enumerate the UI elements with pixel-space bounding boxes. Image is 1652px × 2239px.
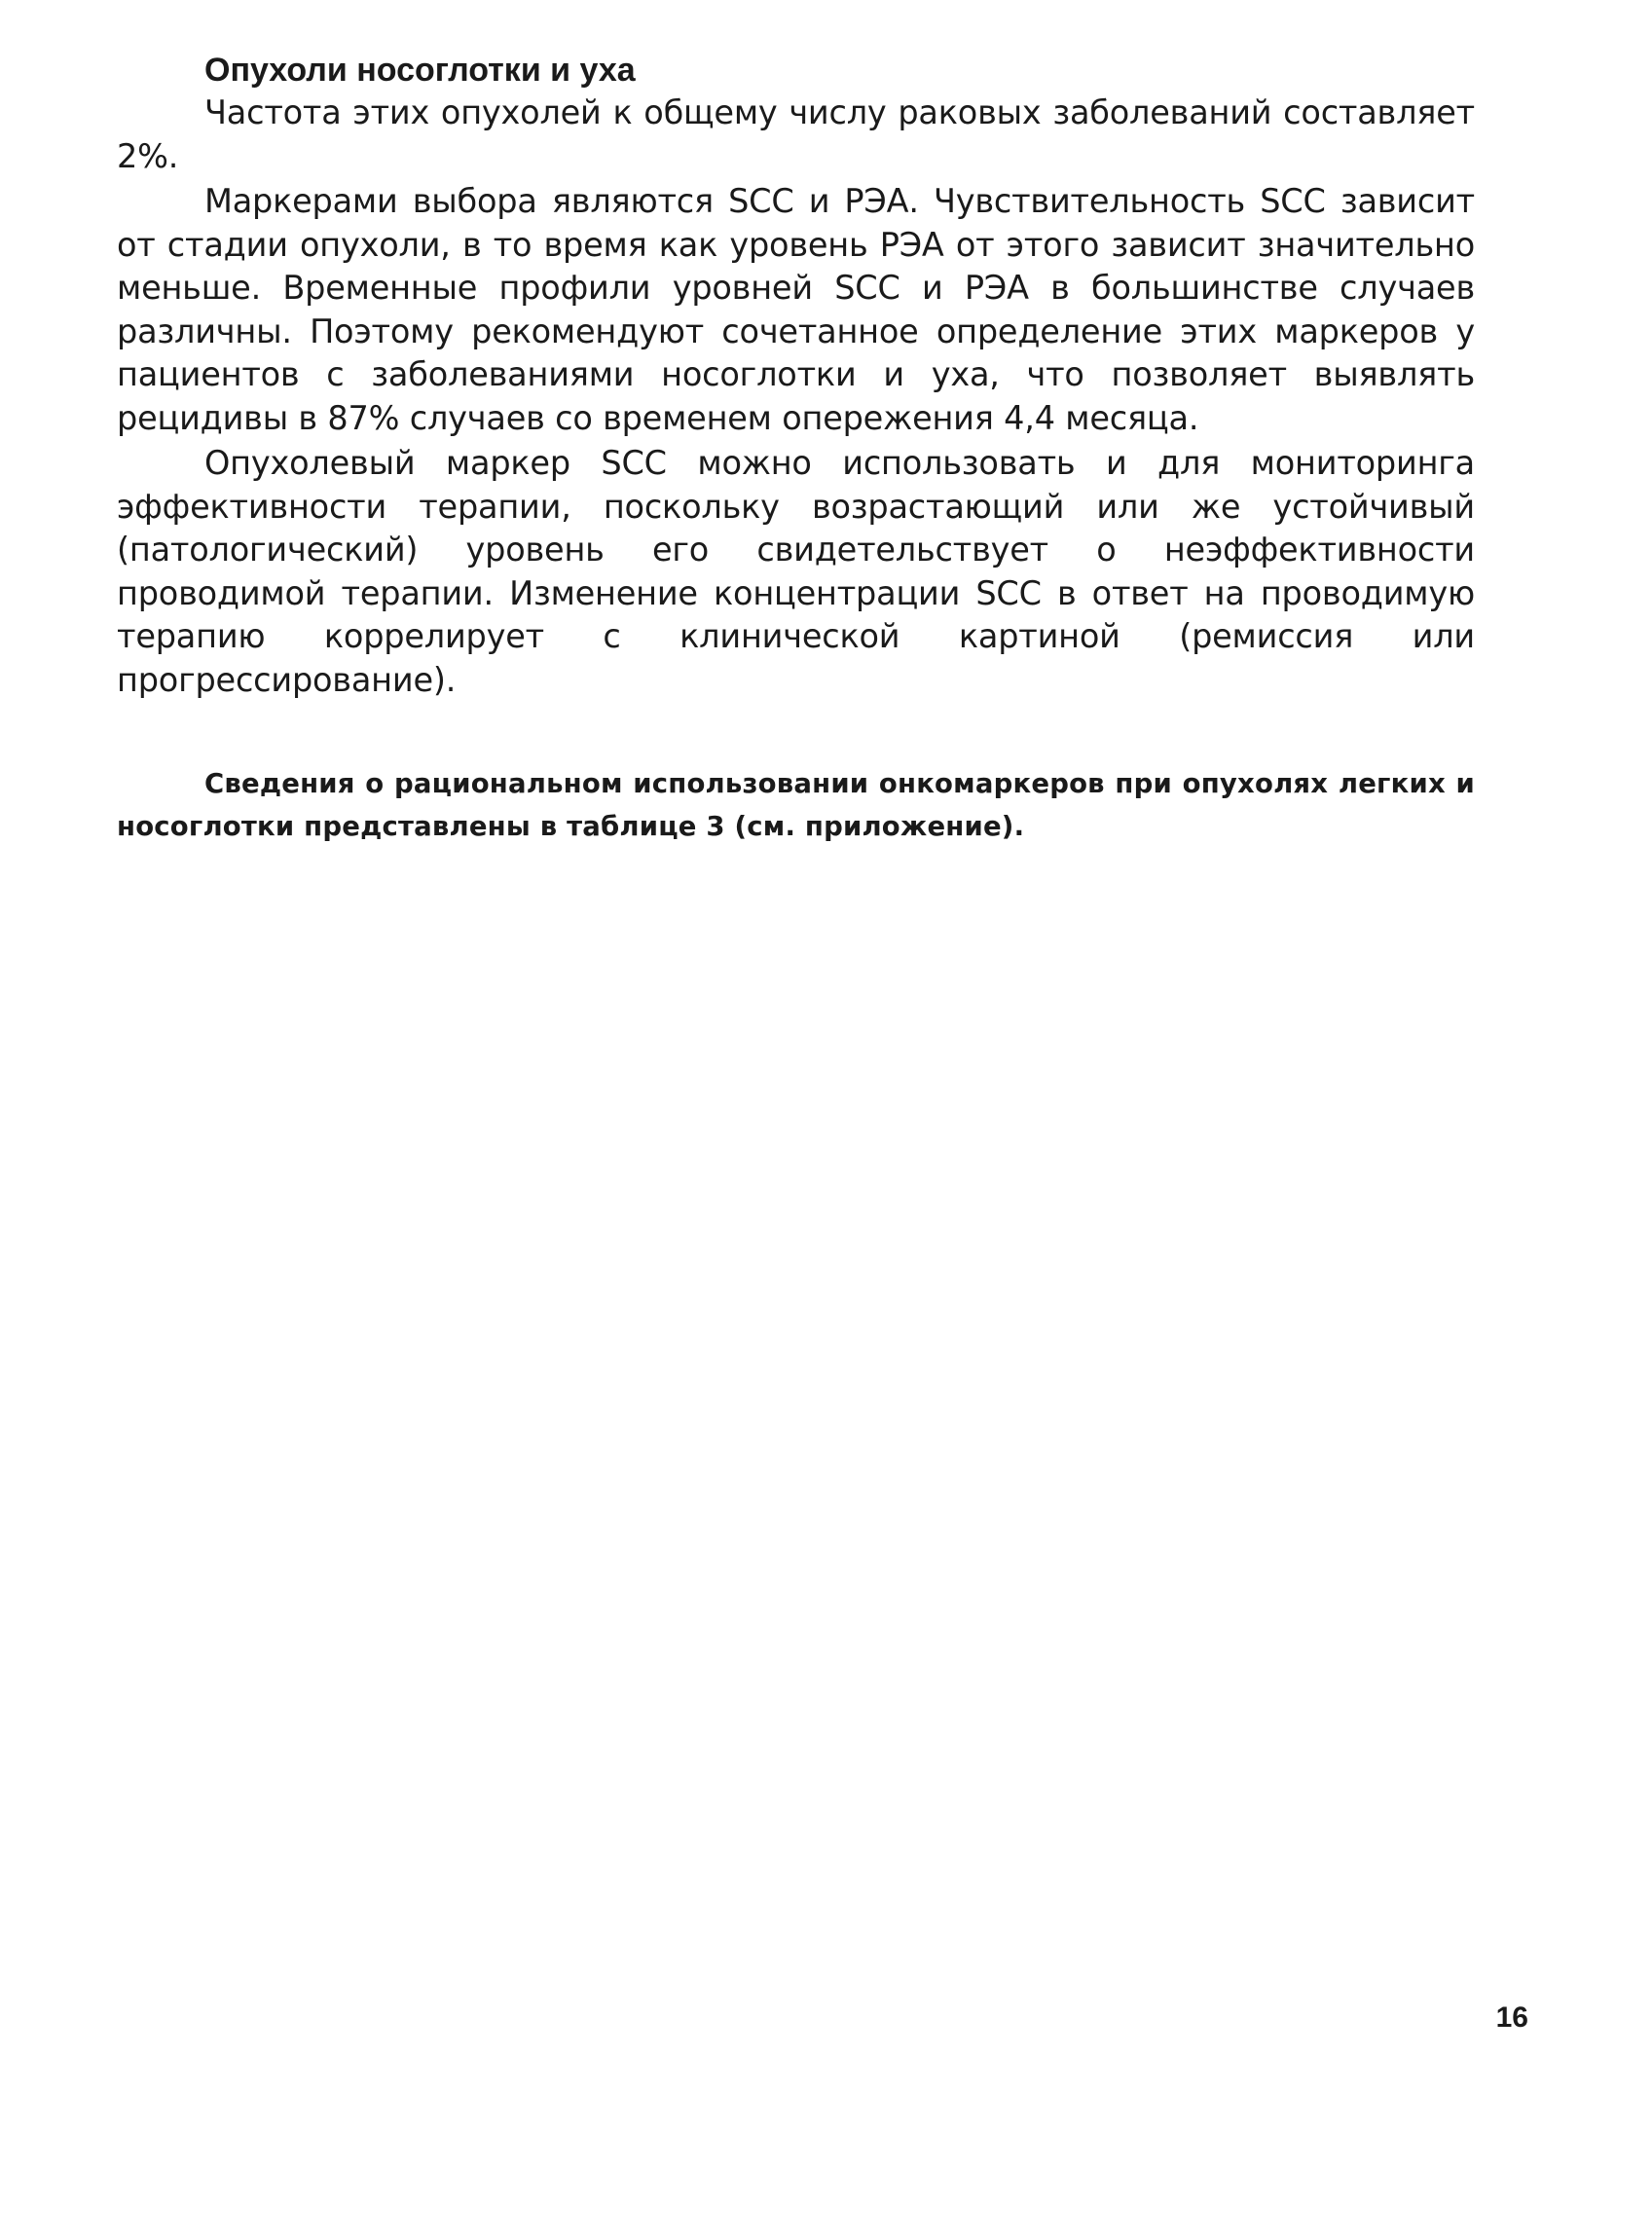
paragraph-frequency: Частота этих опухолей к общему числу раковых заболеваний составляет 2%. bbox=[117, 93, 1475, 175]
section-heading: Опухоли носоглотки и уха bbox=[204, 52, 636, 89]
table-reference-note: Сведения о рациональном использовании онкомаркеров при опухолях легких и носоглотки представлены в таблице 3 (см. приложение). bbox=[117, 768, 1475, 842]
paragraph-markers: Маркерами выбора являются SCC и РЭА. Чувствительность SCC зависит от стадии опухоли, в то время как уровень РЭА от этого зависит значительно меньше. Временные профили уровней SCC и РЭА в большинстве случаев различны. Поэтому рекомендуют сочетанное определение этих маркеров у пациентов с заболеваниями носоглотки и уха, что позволяет выявлять рецидивы в 87% случаев со временем опережения 4,4 месяца. bbox=[117, 182, 1475, 437]
page-number: 16 bbox=[1495, 2001, 1528, 2034]
text-body bbox=[117, 49, 1475, 875]
paragraph-monitoring: Опухолевый маркер SCC можно использовать и для мониторинга эффективности терапии, поскольку возрастающий или же устойчивый (патологический) уровень его свидетельствует о неэффективности проводимой терапии. Изменение концентрации SCC в ответ на проводимую терапию коррелирует с клинической картиной (ремиссия или прогрессирование). bbox=[117, 444, 1475, 699]
